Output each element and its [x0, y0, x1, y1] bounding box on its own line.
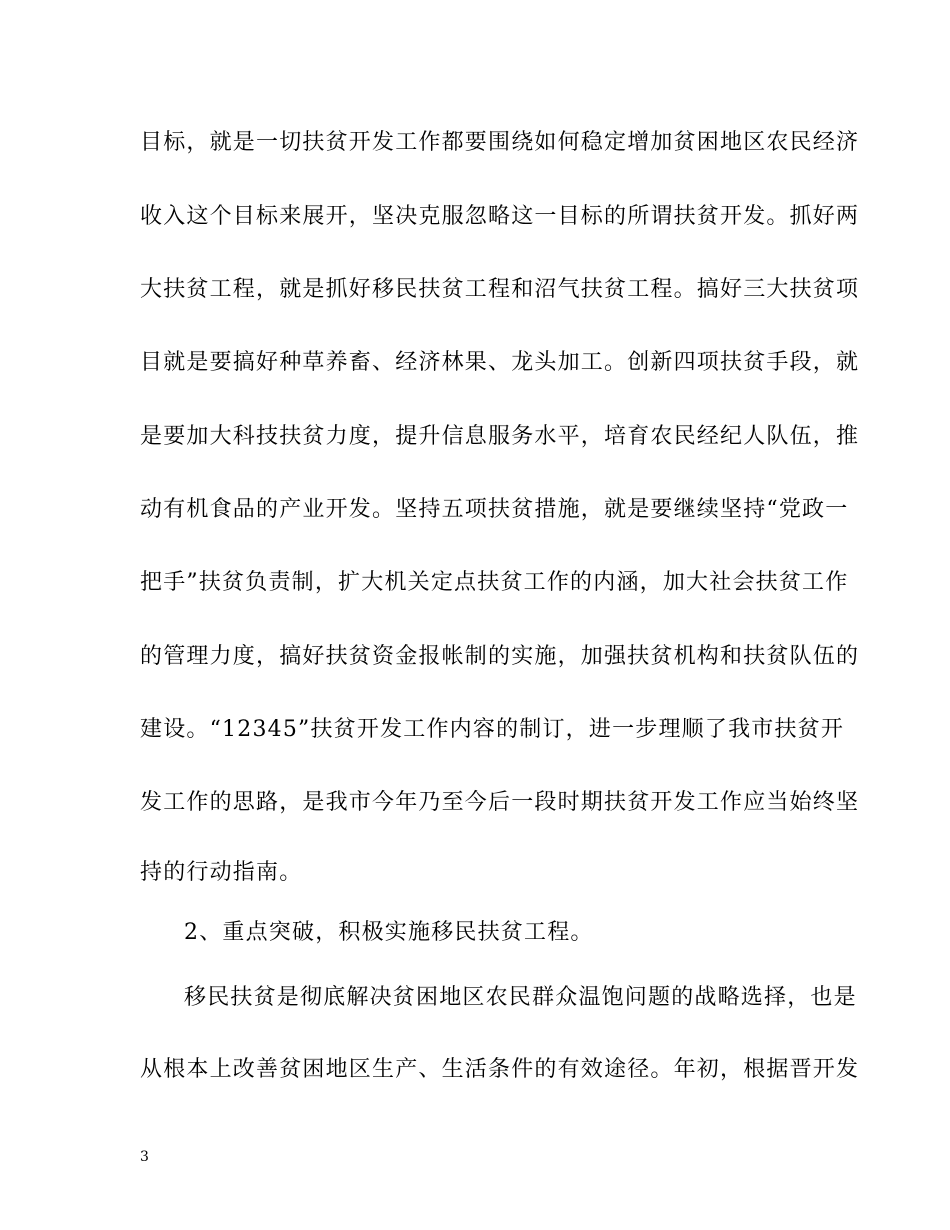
body-text-line: 收入这个目标来展开，坚决克服忽略这一目标的所谓扶贫开发。抓好两	[140, 204, 860, 229]
body-text-line: 持的行动指南。	[140, 860, 303, 885]
body-text-line: 发工作的思路，是我市今年乃至今后一段时期扶贫开发工作应当始终坚	[140, 790, 860, 815]
body-text-line: 把手”扶贫负责制，扩大机关定点扶贫工作的内涵，加大社会扶贫工作	[140, 570, 849, 595]
body-text-line: 目就是要搞好种草养畜、经济林果、龙头加工。创新四项扶贫手段，就	[140, 350, 860, 375]
body-text-line: 建设。“12345”扶贫开发工作内容的制订，进一步理顺了我市扶贫开	[140, 717, 845, 742]
page-number: 3	[140, 1149, 149, 1165]
body-text-line: 目标，就是一切扶贫开发工作都要围绕如何稳定增加贫困地区农民经济	[140, 130, 860, 155]
section-heading: 2、重点突破，积极实施移民扶贫工程。	[184, 920, 594, 945]
body-text-line: 的管理力度，搞好扶贫资金报帐制的实施，加强扶贫机构和扶贫队伍的	[140, 644, 860, 669]
body-text-line: 大扶贫工程，就是抓好移民扶贫工程和沼气扶贫工程。搞好三大扶贫项	[140, 277, 860, 302]
body-text-line: 动有机食品的产业开发。坚持五项扶贫措施，就是要继续坚持“党政一	[140, 497, 849, 522]
body-text-line: 是要加大科技扶贫力度，提升信息服务水平，培育农民经纪人队伍，推	[140, 424, 860, 449]
body-text-line: 移民扶贫是彻底解决贫困地区农民群众温饱问题的战略选择，也是	[184, 985, 857, 1010]
body-text-line: 从根本上改善贫困地区生产、生活条件的有效途径。年初，根据晋开发	[140, 1057, 860, 1082]
